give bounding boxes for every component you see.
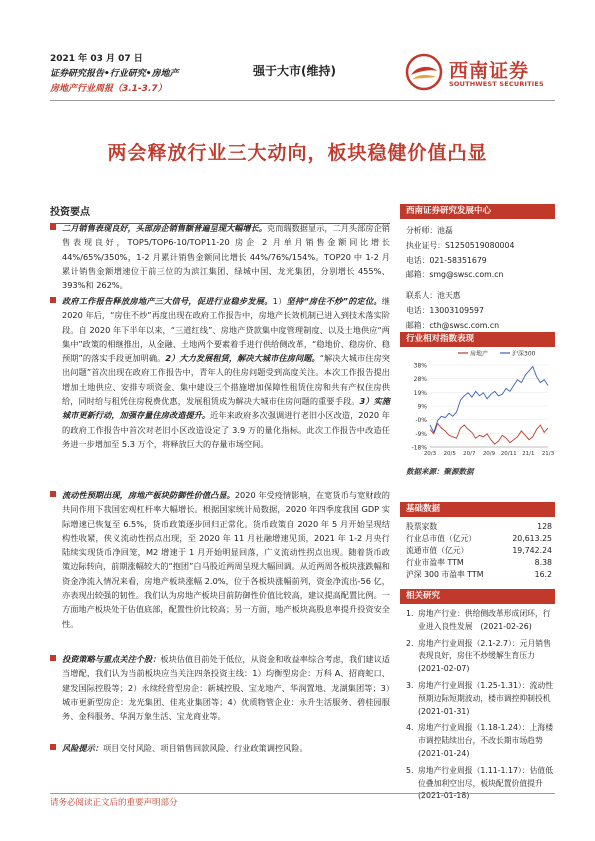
related-item-number: 1. [406, 609, 414, 618]
key-data-label: 流通市值（亿元） [406, 546, 469, 555]
relative-index-chart [400, 345, 555, 467]
key-data-value: 8.38 [534, 558, 552, 567]
related-item-number: 2. [406, 638, 414, 648]
key-data-heading: 基础数据 [400, 502, 555, 517]
para-lead: 3）实施城市更新行动，加强存量住房改造提升。 [62, 396, 390, 421]
summary-heading: 投资要点 [50, 207, 90, 218]
series-line-real-estate [430, 424, 548, 445]
related-item-text: 房地产行业周报（1.18-1.24）：上海楼市调控陆续出台，不改长期市场趋势 (2021-01-24) [418, 723, 553, 758]
para-text: 板块估值目前处于低位，从资金和收益率综合考虑，我们建议适当增配，我们认为当前板块应当关注四条投资主线：1）均衡型房企：万科 A、招商蛇口、建发国际控股等；2）永续经营型房企：新城控股、宝龙地产、华润置地、龙湖集团等；3）城市更新型房企：龙光集团、佳兆业集团等；4）优质物管企业：永升生活服务、碧桂园服务、金科服务、华润万象生活、宝龙商业等。 [62, 654, 390, 722]
related-item-number: 5. [406, 765, 414, 775]
related-item[interactable] [400, 608, 555, 634]
company-logo [405, 53, 555, 93]
y-tick-label: 28% [413, 376, 427, 384]
para-lead: 2）大力发展租赁，解决大城市住房问题。 [165, 353, 320, 364]
related-heading: 相关研究 [400, 589, 555, 604]
series-line-csi300 [430, 367, 548, 433]
para-text: 继 2020 年后，“房住不炒”再度出现在政府工作报告中，房地产长效机制已进入到技术落实阶段。自 2020 年下半年以来，“三道红线”、房地产贷款集中度管理制度、以及土地供应“两集中”政策的相继推出，从金融、土地两个要素着手进行供给侧改革，“稳地价、稳房价、稳预期”的落实手段更加明确。 [62, 296, 390, 364]
footer-disclaimer[interactable]: 请务必阅读正文后的重要声明部分 [50, 798, 178, 808]
related-research [400, 589, 559, 803]
para-lead: 风险提示： [62, 743, 103, 753]
related-item-text: 房地产行业周报（1.25-1.31）：流动性预期边际短期波动，楼市调控抑制投机 (2021-01-31) [418, 680, 559, 716]
x-tick-label: 21/3 [541, 451, 555, 457]
para-lead: 投资策略与重点关注个股： [62, 654, 161, 664]
para-lead: 流动性预期出现，房地产板块防御性价值凸显。 [62, 490, 235, 500]
y-tick-label: -18% [411, 444, 427, 452]
analyst-panel [400, 204, 555, 334]
para-text: 1） [272, 296, 287, 306]
x-tick-label: 20/3 [423, 451, 437, 457]
contact-name: 联系人：池天惠 [406, 291, 461, 301]
logo-mark-icon [405, 53, 443, 91]
analyst-info [400, 224, 555, 334]
key-data-label: 股票家数 [406, 522, 438, 531]
x-tick-label: 20/11 [500, 451, 517, 457]
related-item-text: 房地产行业周报（1.11-1.17）：估值低位叠加利空出尽，板块配置价值提升 (2021-01-18) [418, 765, 553, 801]
related-item-number: 4. [406, 723, 414, 733]
analyst-heading: 西南证券研究发展中心 [400, 204, 555, 219]
legend-label: 沪深300 [512, 350, 536, 358]
y-tick-label: -9% [415, 430, 427, 438]
chart-heading: 行业相对指数表现 [400, 332, 555, 347]
summary-paragraph-risk [50, 741, 390, 755]
key-data-label: 行业总市值（亿元） [406, 534, 477, 543]
analyst-name: 分析师：池磊 [406, 226, 453, 235]
logo-text-en: SOUTHWEST SECURITIES [449, 80, 544, 88]
y-tick-label: 38% [413, 362, 427, 370]
chart-source: 数据来源：聚源数据 [406, 467, 474, 476]
key-data-row [400, 557, 555, 569]
para-text: 项目交付风险、项目销售回款风险、行业政策调控风险。 [102, 743, 308, 753]
key-data-row [400, 521, 555, 533]
report-series: 房地产行业周报（3.1-3.7） [50, 84, 167, 94]
report-category: 证券研究报告•行业研究•房地产 [50, 69, 179, 79]
summary-paragraph-liquidity [50, 488, 390, 631]
page-title: 两会释放行业三大动向，板块稳健价值凸显 [107, 142, 488, 164]
bullet-icon [50, 655, 56, 661]
footer-divider [50, 793, 555, 794]
para-lead: 政府工作报告释放房地产三大信号，促进行业稳步发展。 [62, 296, 273, 306]
analyst-phone: 电话：021-58351679 [406, 255, 487, 265]
key-data-value: 16.2 [534, 570, 552, 579]
key-data-row [400, 545, 555, 557]
x-tick-label: 20/5 [443, 451, 456, 457]
para-text: 克而瑞数据显示，二月头部房企销售表现良好，TOP5/TOP6-10/TOP11-20 房企 2 月单月销售金额同比增长 44%/65%/350%，1-2 月累计销售金额同比增长 44%/76%/154%。TOP20 中 1-2 月累计销售金额增速位于前三位的为滨江集团、绿城中国、龙光集团，分别增长 455%、393%和 262%。 [62, 223, 390, 291]
para-text: 2020 年受疫情影响，在宽货币与宽财政的共同作用下我国宏观杠杆率大幅增长。根据国家统计局数据，2020 年四季度我国 GDP 实际增速已恢复至 6.5%，货币政策逐步回归正常化。货币政策自 2020 年 5 月开始呈现结构性收紧，侠义流动性拐点出现，至 2020 年 11 月社融增速见顶，2021 年 1-2 月央行陆续实现货币净回笼，M2 增速于 1 月开始明显回落，广义流动性拐点出现。随着货币政策边际转向，前期涨幅较大的“抱团”白马股近两周呈现大幅回调。从近两周各板块涨跌幅和资金净流入情况来看，房地产板块涨幅 2.0%，位于各板块涨幅前列，资金净流出-56 亿，亦表现出较强的韧性。我们认为房地产板块目前防御性价值比较高，建议提高配置比例。一方面地产板块处于估值底部，配置性价比较高；另一方面，地产板块高股息率提升投资安全性。 [62, 490, 390, 629]
related-item[interactable] [400, 765, 555, 803]
para-text: 近年来政府多次强调进行老旧小区改造，2020 年的政府工作报告中首次对老旧小区改造设定了 3.9 万的量化指标。此次工作报告中改造任务进一步增加至 5.3 万个，将释放巨大的存量市场空间。 [62, 410, 390, 449]
contact-email[interactable]: 邮箱：cth@swsc.com.cn [406, 320, 500, 330]
y-tick-label: 9% [417, 403, 427, 411]
summary-paragraph-policy [50, 294, 390, 451]
para-text: “解决大城市住房突出问题”首次出现在政府工作报告中，青年人的住房问题受到高度关注。本次工作报告提出增加土地供应、安排专项资金、集中建设三个措施增加保障性租赁住房和共有产权住房供给，同时给与租凭住房税费优惠，发展租赁成为解决大城市住房问题的重要手段。 [62, 353, 390, 407]
key-data-row [400, 569, 555, 581]
analyst-email[interactable]: 邮箱：smg@swsc.com.cn [406, 270, 504, 280]
key-data-label: 行业市盈率 TTM [406, 558, 464, 567]
summary-paragraph-strategy [50, 652, 390, 723]
related-item[interactable] [400, 638, 555, 676]
para-lead: 二月销售表现良好，头部房企销售额普遍呈现大幅增长。 [62, 223, 267, 233]
contact-phone: 电话：13003109597 [406, 305, 484, 315]
key-data-row [400, 533, 555, 545]
related-item-number: 3. [406, 680, 414, 690]
header-divider [50, 100, 555, 101]
bullet-icon [50, 224, 56, 230]
x-tick-label: 20/9 [482, 451, 496, 457]
para-lead: 坚持“房住不炒”的定位。 [286, 296, 382, 306]
analyst-cert: 执业证号：S1250519080004 [406, 240, 515, 250]
x-tick-label: 20/7 [463, 451, 476, 457]
x-tick-label: 21/1 [522, 451, 535, 457]
related-item-text: 房地产行业周报（2.1-2.7）：元月销售表现良好，房住不炒缓解生育压力 (2021-02-07) [418, 638, 551, 674]
key-data-label: 沪深 300 市盈率 TTM [406, 570, 484, 579]
y-tick-label: -0% [415, 417, 427, 425]
related-item[interactable] [400, 722, 555, 760]
header-meta [50, 52, 179, 97]
key-data-value: 19,742.24 [512, 546, 552, 555]
bullet-icon [50, 297, 56, 303]
report-date: 2021 年 03 月 07 日 [50, 54, 143, 64]
related-item-text: 房地产行业：供给侧改革形成闭环，行业进入良性发展 (2021-02-26) [418, 609, 551, 631]
key-data-value: 128 [537, 522, 552, 531]
key-data-value: 20,613.25 [512, 534, 552, 543]
key-data-table [400, 502, 555, 581]
y-tick-label: 19% [413, 389, 427, 397]
summary-paragraph-sales [50, 221, 390, 292]
rating: 强于大市(维持) [253, 64, 336, 78]
related-item[interactable] [400, 680, 559, 718]
bullet-icon [50, 744, 56, 750]
legend-label: 房地产 [470, 350, 489, 358]
bullet-icon [50, 491, 56, 497]
logo-text-cn: 西南证券 [449, 60, 530, 82]
